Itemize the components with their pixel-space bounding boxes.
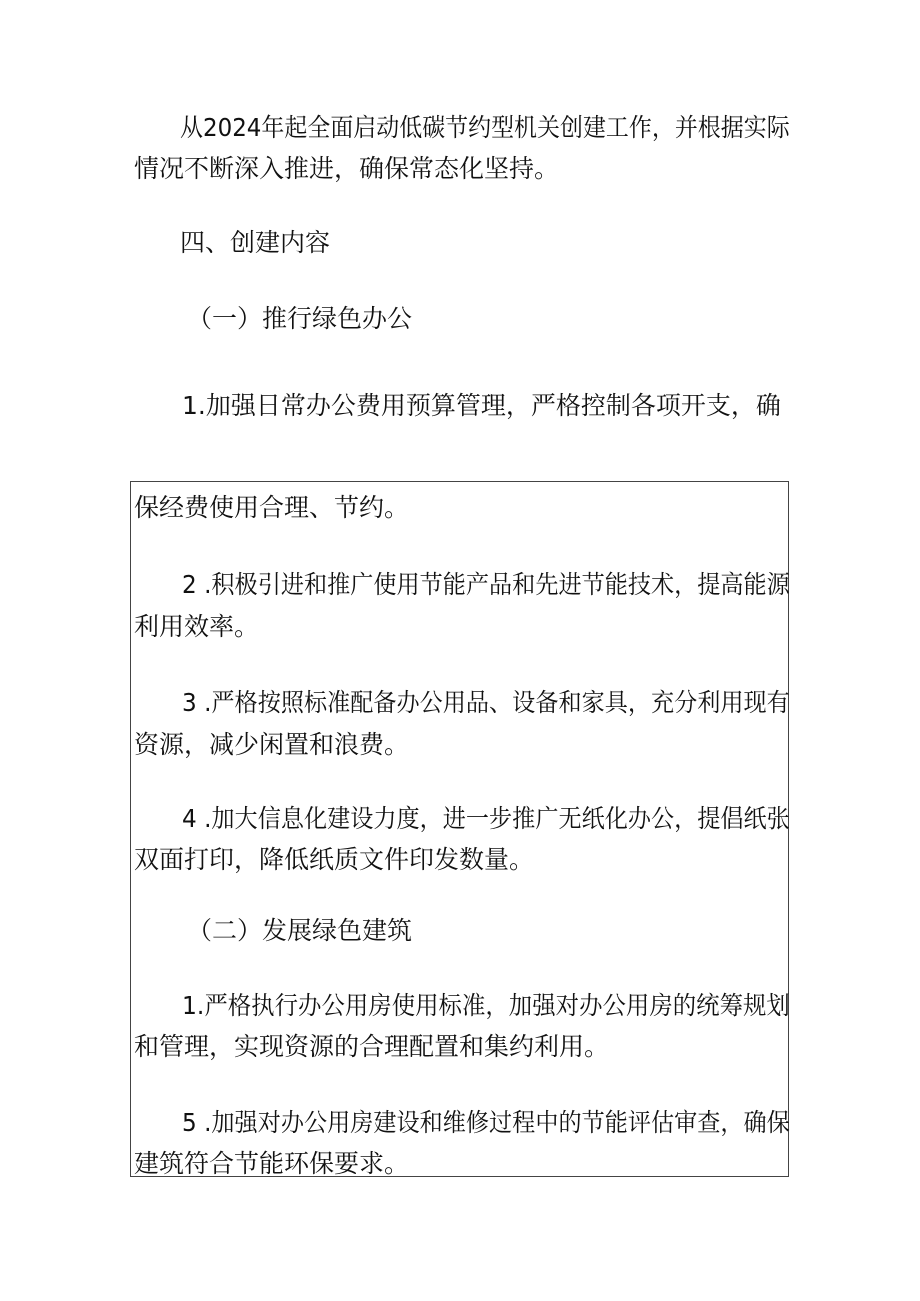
item-1-line-2: 保经费使用合理、节约。: [134, 493, 410, 522]
item-b1-line-1: 1.严格执行办公用房使用标准，加强对办公用房的统筹规划: [182, 991, 790, 1020]
item-1-line-1: 1.加强日常办公费用预算管理，严格控制各项开支，确: [182, 391, 781, 420]
item-2-line-1: 2 .积极引进和推广使用节能产品和先进节能技术，提高能源: [182, 570, 790, 599]
item-4-line-2: 双面打印，降低纸质文件印发数量。: [134, 845, 535, 874]
item-2-line-2: 利用效率。: [134, 612, 260, 641]
item-3-line-1: 3 .严格按照标准配备办公用品、设备和家具，充分利用现有: [182, 688, 790, 717]
item-b5-line-1: 5 .加强对办公用房建设和维修过程中的节能评估审查，确保: [182, 1108, 790, 1137]
item-b1-line-2: 和管理，实现资源的合理配置和集约利用。: [134, 1032, 610, 1061]
subsection-heading-1: （一）推行绿色办公: [187, 304, 413, 333]
item-4-line-1: 4 .加大信息化建设力度，进一步推广无纸化办公，提倡纸张: [182, 804, 790, 833]
section-heading: 四、创建内容: [180, 228, 331, 257]
intro-line-2: 情况不断深入推进，确保常态化坚持。: [134, 154, 560, 183]
item-b5-line-2: 建筑符合节能环保要求。: [134, 1149, 410, 1178]
intro-line-1: 从2024年起全面启动低碳节约型机关创建工作，并根据实际: [180, 113, 790, 142]
item-3-line-2: 资源，减少闲置和浪费。: [134, 730, 410, 759]
subsection-heading-2: （二）发展绿色建筑: [187, 916, 413, 945]
